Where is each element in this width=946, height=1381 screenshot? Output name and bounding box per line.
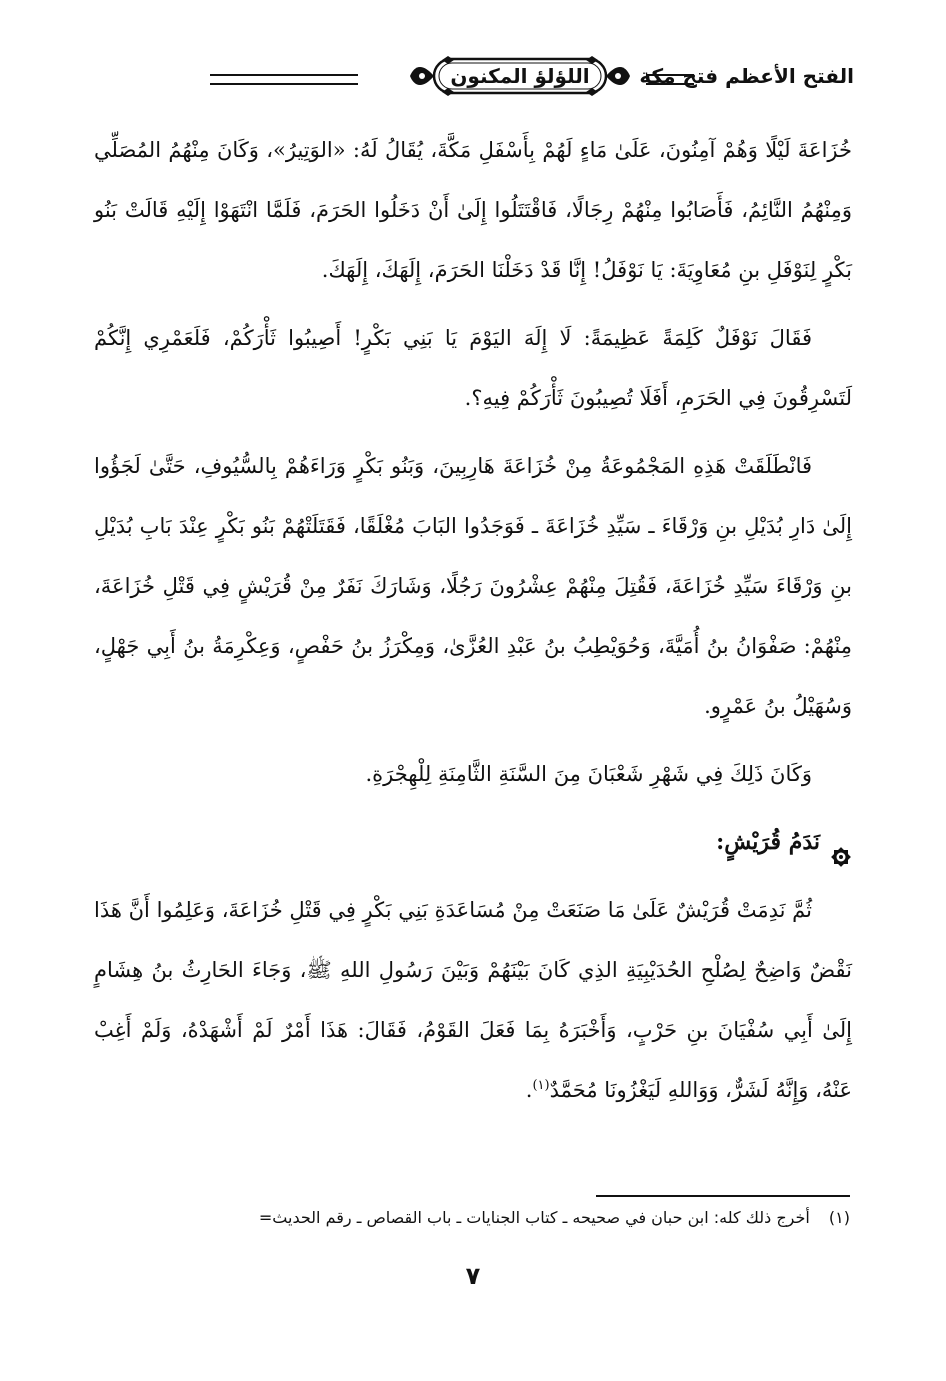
footnote xyxy=(96,1208,850,1227)
paragraph xyxy=(94,880,852,1120)
main-text xyxy=(94,120,852,1128)
header-rule-right xyxy=(646,74,694,85)
flower-ornament-icon xyxy=(830,831,852,853)
paragraph-end: . xyxy=(525,1078,533,1102)
header-series-title: اللؤلؤ المكنون xyxy=(450,64,590,88)
page-header xyxy=(84,52,854,102)
header-ornament xyxy=(408,52,632,100)
paragraph: فَقَالَ نَوْفَلٌ كَلِمَةً عَظِيمَةً: لَا إِلَهَ اليَوْمَ يَا بَنِي بَكْرٍ! أَصِيبُوا ثَأْرَكُمْ، فَلَعَمْرِي إِنَّكُمْ لَتَسْرِقُونَ فِي الحَرَمِ، أَفَلَا تُصِيبُونَ ثَأْرَكُمْ فِيهِ؟. xyxy=(94,326,852,410)
page-number: ٧ xyxy=(465,1262,481,1290)
paragraph: وَكَانَ ذَلِكَ فِي شَهْرِ شَعْبَانَ مِنَ السَّنَةِ الثَّامِنَةِ لِلْهِجْرَةِ. xyxy=(365,762,812,786)
footnote-divider xyxy=(596,1195,850,1197)
paragraph: فَانْطَلَقَتْ هَذِهِ المَجْمُوعَةُ مِنْ خُزَاعَةَ هَارِبِينَ، وَبَنُو بَكْرٍ وَرَاءَهُمْ بِالسُّيُوفِ، حَتَّىٰ لَجَؤُوا إِلَىٰ دَارِ بُدَيْلِ بنِ وَرْقَاءَ ـ سَيِّدِ خُزَاعَةَ ـ فَوَجَدُوا البَابَ مُغْلَقًا، فَقَتَلَتْهُمْ بَنُو بَكْرٍ عِنْدَ بَابِ بُدَيْلِ بنِ وَرْقَاءَ سَيِّدِ خُزَاعَةَ، فَقُتِلَ مِنْهُمْ عِشْرُونَ رَجُلًا، وَشَارَكَ نَفَرٌ مِنْ قُرَيْشٍ فِي قَتْلِ خُزَاعَةَ، مِنْهُمْ: صَفْوَانُ بنُ أُمَيَّةَ، وَحُوَيْطِبُ بنُ عَبْدِ العُزَّىٰ، وَمِكْرَزُ بنُ حَفْصٍ، وَعِكْرِمَةُ بنُ أَبِي جَهْلٍ، وَسُهَيْلُ بنُ عَمْرٍو. xyxy=(94,454,852,718)
footnote-number: (١) xyxy=(828,1208,850,1227)
paragraph-text: ثُمَّ نَدِمَتْ قُرَيْشٌ عَلَىٰ مَا صَنَعَتْ مِنْ مُسَاعَدَةِ بَنِي بَكْرٍ فِي قَتْلِ خُزَاعَةَ، وَعَلِمُوا أَنَّ هَذَا نَقْضٌ وَاضِحٌ لِصُلْحِ الحُدَيْبِيَةِ الذِي كَانَ بَيْنَهُمْ وَبَيْنَ رَسُولِ اللهِ ﷺ، وَجَاءَ الحَارِثُ بنُ هِشَامٍ إِلَىٰ أَبِي سُفْيَانَ بنِ حَرْبٍ، وَأَخْبَرَهُ بِمَا فَعَلَ القَوْمُ، فَقَالَ: هَذَا أَمْرٌ لَمْ أَشْهَدْهُ، وَلَمْ أَغِبْ عَنْهُ، وَإِنَّهُ لَشَرٌّ، وَوَاللهِ لَيَغْزُونَا مُحَمَّدٌ xyxy=(94,898,852,1102)
section-heading-text: نَدَمُ قُرَيْشٍ: xyxy=(716,829,820,855)
section-heading xyxy=(94,812,852,872)
header-book-title: الفتح الأعظم فتح مكة xyxy=(639,64,854,88)
paragraph: خُزَاعَةَ لَيْلًا وَهُمْ آمِنُونَ، عَلَىٰ مَاءٍ لَهُمْ بِأَسْفَلِ مَكَّةَ، يُقَالُ لَهُ: «الوَتِيرُ»، وَكَانَ مِنْهُمُ المُصَلِّي وَمِنْهُمُ النَّائِمُ، فَأَصَابُوا مِنْهُمْ رِجَالًا، فَاقْتَتَلُوا إِلَىٰ أَنْ دَخَلُوا الحَرَمَ، فَلَمَّا انْتَهَوْا إِلَيْهِ قَالَتْ بَنُو بَكْرٍ لِنَوْفَلِ بنِ مُعَاوِيَةَ: يَا نَوْفَلُ! إِنَّا قَدْ دَخَلْنَا الحَرَمَ، إِلَهَكَ، إِلَهَكَ. xyxy=(94,138,852,282)
header-rule-left xyxy=(210,74,358,85)
footnote-text: أخرج ذلك كله: ابن حبان في صحيحه ـ كتاب الجنايات ـ باب القصاص ـ رقم الحديث= xyxy=(258,1208,810,1227)
footnote-reference[interactable]: (١) xyxy=(532,1078,550,1093)
